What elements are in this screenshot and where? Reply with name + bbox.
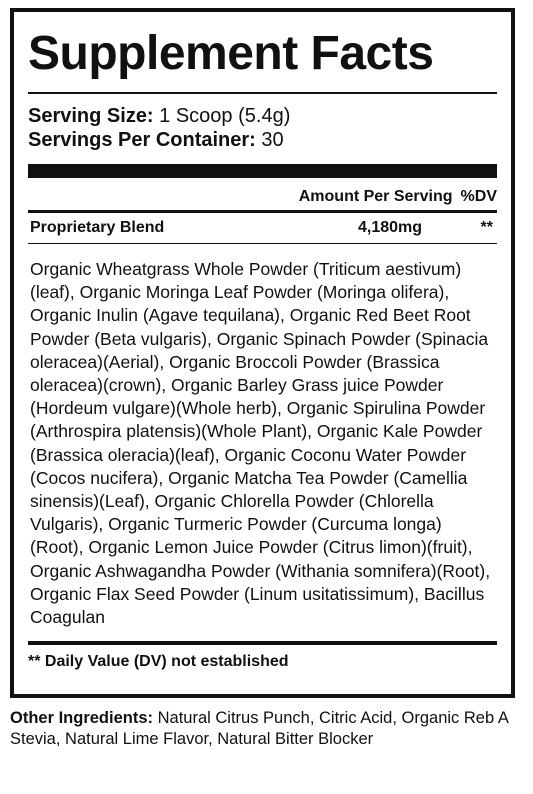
blend-dv: ** — [480, 219, 493, 236]
other-ingredients-text: Natural Citrus Punch, Citric Acid, Organic Reb A Stevia, Natural Lime Flavor, Natural Bitter Blocker — [10, 709, 508, 748]
serving-size-label: Serving Size: — [28, 105, 154, 127]
serving-info — [28, 104, 497, 152]
footnote-divider — [28, 641, 497, 645]
supplement-facts-panel — [10, 8, 515, 698]
serving-size-value: 1 Scoop (5.4g) — [153, 105, 291, 127]
dv-footnote: ** Daily Value (DV) not established — [28, 653, 289, 671]
blend-amount: 4,180mg — [358, 219, 423, 236]
servings-per-container-line — [28, 128, 497, 152]
proprietary-blend-row — [28, 213, 497, 243]
column-header-row — [28, 184, 497, 210]
amount-per-serving-header: Amount Per Serving — [298, 188, 453, 205]
serving-size-line — [28, 104, 497, 128]
blend-divider — [28, 243, 497, 244]
blend-ingredients: Organic Wheatgrass Whole Powder (Triticum aestivum)(leaf), Organic Moringa Leaf Powder (Moringa olifera), Organic Inulin (Agave tequilana), Organic Red Beet Root Powder (Beta vulgaris), Organic Spinach Powder (Spinacia oleracea)(Aerial), Organic Broccoli Powder (Brassica oleracea)(crown), Organic Barley Grass juice Powder (Hordeum vulgare)(Whole herb), Organic Spirulina Powder (Arthrospira platensis)(Whole Plant), Organic Kale Powder (Brassica oleracia)(leaf), Organic Coconu Water Powder (Cocos nucifera), Organic Matcha Tea Powder (Camellia sinensis)(Leaf), Organic Chlorella Powder (Chlorella Vulgaris), Organic Turmeric Powder (Curcuma longa)(Root), Organic Lemon Juice Powder (Citrus limon)(fruit), Organic Ashwagandha Powder (Withania somnifera)(Root), Organic Flax Seed Powder (Linum usitatissimum), Bacillus Coagulan — [30, 259, 491, 628]
dv-header: %DV — [460, 188, 497, 205]
thick-divider — [28, 164, 497, 178]
panel-title: Supplement Facts — [28, 27, 434, 80]
other-ingredients-label: Other Ingredients: — [10, 709, 154, 727]
servings-per-container-label: Servings Per Container: — [28, 129, 256, 151]
title-divider — [28, 92, 497, 94]
servings-per-container-value: 30 — [255, 129, 284, 151]
blend-name: Proprietary Blend — [30, 219, 165, 236]
other-ingredients — [10, 708, 515, 750]
